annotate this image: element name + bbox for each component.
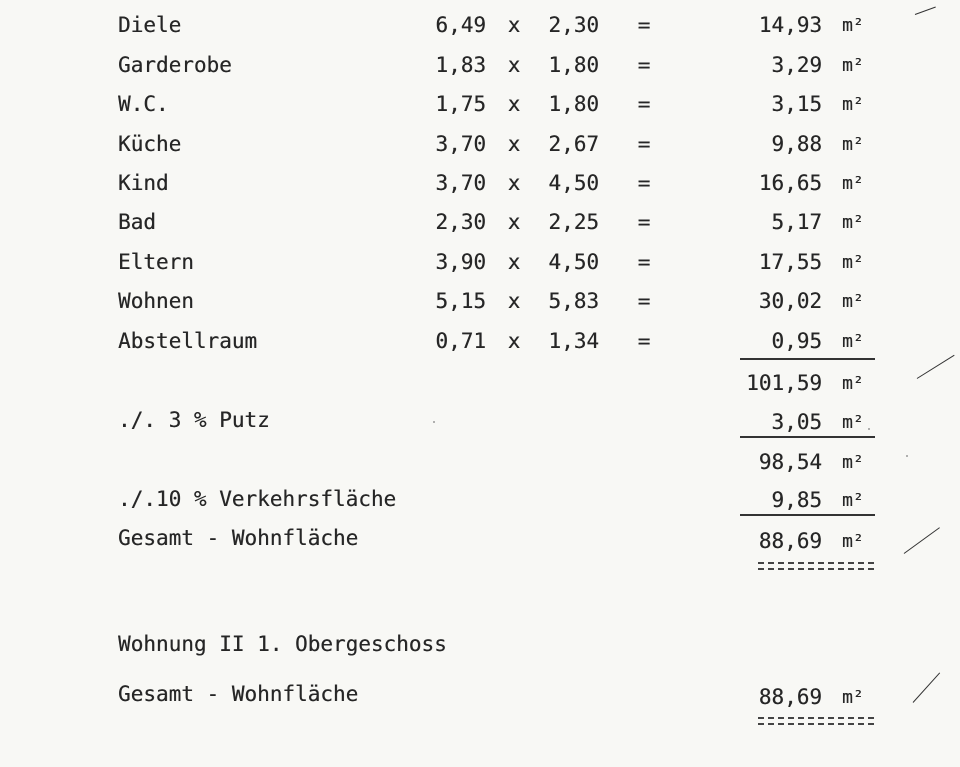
times-sign: x — [507, 171, 521, 195]
total-label: Gesamt - Wohnfläche — [118, 526, 359, 550]
putz-area: 3,05 — [771, 410, 822, 434]
times-sign: x — [507, 92, 521, 116]
room-area-unit: m² — [842, 55, 864, 76]
room-area: 14,93 — [758, 13, 822, 37]
room-width: 4,50 — [548, 171, 599, 195]
room-name: Garderobe — [118, 53, 232, 77]
check-mark — [913, 672, 941, 702]
room-width: 1,80 — [548, 92, 599, 116]
room-area: 16,65 — [758, 171, 822, 195]
room-length: 3,70 — [435, 171, 486, 195]
equals-sign: = — [637, 250, 651, 274]
times-sign: x — [507, 250, 521, 274]
room-width: 2,30 — [548, 13, 599, 37]
sum-rule-3 — [740, 514, 875, 516]
equals-sign: = — [637, 289, 651, 313]
equals-sign: = — [637, 53, 651, 77]
times-sign: x — [507, 289, 521, 313]
room-name: Kind — [118, 171, 169, 195]
section-2-total-label: Gesamt - Wohnfläche — [118, 682, 359, 706]
room-name: Diele — [118, 13, 182, 37]
room-length: 1,83 — [435, 53, 486, 77]
room-name: Wohnen — [118, 289, 194, 313]
check-mark — [917, 355, 955, 379]
room-area: 9,88 — [771, 132, 822, 156]
verkehr-unit: m² — [842, 490, 864, 511]
equals-sign: = — [637, 132, 651, 156]
total-double-rule — [758, 562, 874, 570]
room-length: 3,70 — [435, 132, 486, 156]
equals-sign: = — [637, 92, 651, 116]
room-area: 3,15 — [771, 92, 822, 116]
putz-unit: m² — [842, 412, 864, 433]
section-2-double-rule — [758, 717, 874, 725]
total-unit: m² — [842, 531, 864, 552]
scan-speck — [868, 428, 870, 430]
room-name: Küche — [118, 132, 182, 156]
room-name: Eltern — [118, 250, 194, 274]
verkehr-label: ./.10 % Verkehrsfläche — [118, 487, 397, 511]
putz-label: ./. 3 % Putz — [118, 408, 270, 432]
times-sign: x — [507, 329, 521, 353]
check-mark — [904, 527, 940, 554]
section-2-total-area: 88,69 — [758, 685, 822, 709]
room-area-unit: m² — [842, 212, 864, 233]
room-width: 5,83 — [548, 289, 599, 313]
room-area-unit: m² — [842, 134, 864, 155]
section-2-heading: Wohnung II 1. Obergeschoss — [118, 632, 447, 656]
room-width: 4,50 — [548, 250, 599, 274]
room-area: 30,02 — [758, 289, 822, 313]
room-area-unit: m² — [842, 291, 864, 312]
room-area: 0,95 — [771, 329, 822, 353]
room-name: Bad — [118, 210, 156, 234]
total-area: 88,69 — [758, 529, 822, 553]
subtotal-2-unit: m² — [842, 452, 864, 473]
room-name: Abstellraum — [118, 329, 258, 353]
subtotal-2-area: 98,54 — [758, 450, 822, 474]
room-area-unit: m² — [842, 173, 864, 194]
room-length: 3,90 — [435, 250, 486, 274]
room-area-unit: m² — [842, 15, 864, 36]
room-length: 5,15 — [435, 289, 486, 313]
times-sign: x — [507, 132, 521, 156]
room-length: 1,75 — [435, 92, 486, 116]
equals-sign: = — [637, 171, 651, 195]
times-sign: x — [507, 53, 521, 77]
room-area-unit: m² — [842, 331, 864, 352]
scan-speck — [906, 455, 908, 457]
times-sign: x — [507, 13, 521, 37]
equals-sign: = — [637, 210, 651, 234]
room-width: 1,80 — [548, 53, 599, 77]
room-length: 6,49 — [435, 13, 486, 37]
scan-speck — [433, 421, 435, 423]
room-width: 2,25 — [548, 210, 599, 234]
times-sign: x — [507, 210, 521, 234]
room-area: 5,17 — [771, 210, 822, 234]
room-name: W.C. — [118, 92, 169, 116]
room-area-unit: m² — [842, 94, 864, 115]
sum-rule-1 — [740, 358, 875, 360]
room-area: 3,29 — [771, 53, 822, 77]
subtotal-1-unit: m² — [842, 373, 864, 394]
equals-sign: = — [637, 13, 651, 37]
room-area: 17,55 — [758, 250, 822, 274]
sum-rule-2 — [740, 436, 875, 438]
room-width: 1,34 — [548, 329, 599, 353]
room-length: 0,71 — [435, 329, 486, 353]
verkehr-area: 9,85 — [771, 488, 822, 512]
check-mark — [915, 7, 936, 15]
equals-sign: = — [637, 329, 651, 353]
room-width: 2,67 — [548, 132, 599, 156]
room-length: 2,30 — [435, 210, 486, 234]
section-2-total-unit: m² — [842, 687, 864, 708]
room-area-unit: m² — [842, 252, 864, 273]
subtotal-1-area: 101,59 — [746, 371, 822, 395]
